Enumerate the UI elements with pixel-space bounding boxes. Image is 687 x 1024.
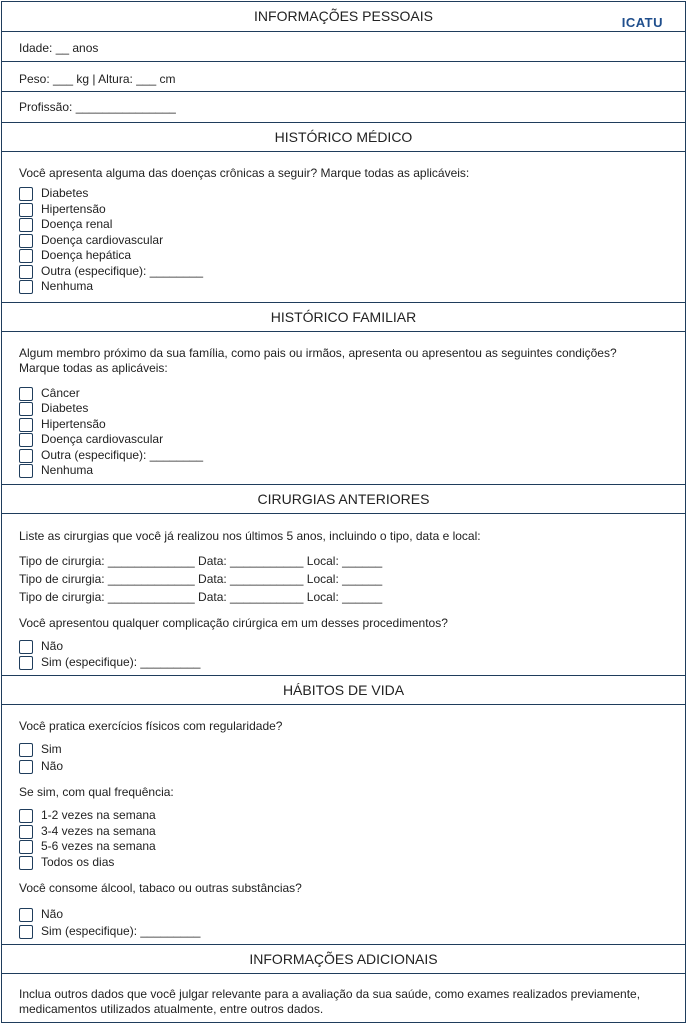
age-field[interactable]: Idade: __ anos bbox=[19, 41, 99, 55]
checkbox[interactable] bbox=[19, 218, 33, 232]
section-title: HÁBITOS DE VIDA bbox=[282, 682, 405, 698]
checkbox[interactable] bbox=[19, 809, 33, 823]
checkbox-option[interactable]: Não bbox=[19, 639, 63, 654]
checkbox[interactable] bbox=[19, 402, 33, 416]
checkbox[interactable] bbox=[19, 908, 33, 922]
checkbox-option[interactable]: Diabetes bbox=[19, 186, 88, 201]
checkbox-option[interactable]: 5-6 vezes na semana bbox=[19, 839, 156, 854]
checkbox[interactable] bbox=[19, 760, 33, 774]
checkbox[interactable] bbox=[19, 187, 33, 201]
checkbox[interactable] bbox=[19, 249, 33, 263]
checkbox[interactable] bbox=[19, 925, 33, 939]
complication-question: Você apresentou qualquer complicação cirúrgica em um desses procedimentos? bbox=[19, 616, 448, 630]
divider bbox=[2, 61, 685, 62]
checkbox-option[interactable]: Hipertensão bbox=[19, 417, 106, 432]
surgeries-instruction: Liste as cirurgias que você já realizou nos últimos 5 anos, incluindo o tipo, data e local: bbox=[19, 529, 481, 543]
section-header-family-history bbox=[2, 302, 685, 332]
checkbox[interactable] bbox=[19, 418, 33, 432]
checkbox-option[interactable]: Doença renal bbox=[19, 217, 112, 232]
checkbox-option[interactable]: 3-4 vezes na semana bbox=[19, 824, 156, 839]
checkbox-option[interactable]: Sim (especifique): _________ bbox=[19, 655, 200, 670]
checkbox[interactable] bbox=[19, 280, 33, 294]
surgery-entry-line[interactable]: Tipo de cirurgia: _____________ Data: ___________ Local: ______ bbox=[19, 572, 383, 586]
checkbox-option[interactable]: Nenhuma bbox=[19, 279, 93, 294]
substances-question: Você consome álcool, tabaco ou outras substâncias? bbox=[19, 881, 302, 895]
checkbox-option[interactable]: Hipertensão bbox=[19, 202, 106, 217]
checkbox-option[interactable]: Não bbox=[19, 907, 63, 922]
checkbox[interactable] bbox=[19, 825, 33, 839]
section-title: INFORMAÇÕES ADICIONAIS bbox=[249, 951, 438, 967]
checkbox[interactable] bbox=[19, 203, 33, 217]
surgery-entry-line[interactable]: Tipo de cirurgia: _____________ Data: ___________ Local: ______ bbox=[19, 590, 383, 604]
checkbox[interactable] bbox=[19, 234, 33, 248]
checkbox-option[interactable]: Sim (especifique): _________ bbox=[19, 924, 200, 939]
checkbox[interactable] bbox=[19, 387, 33, 401]
additional-info-text: Inclua outros dados que você julgar relevante para a avaliação da sua saúde, como exames realizados previamente, medicamentos utilizados atualmente, entre outros dados. bbox=[19, 987, 641, 1016]
checkbox-option[interactable]: Doença hepática bbox=[19, 248, 131, 263]
section-title: CIRURGIAS ANTERIORES bbox=[257, 491, 430, 507]
checkbox-option[interactable]: Outra (especifique): ________ bbox=[19, 448, 203, 463]
weight-height-field[interactable]: Peso: ___ kg | Altura: ___ cm bbox=[19, 72, 176, 86]
health-questionnaire-form bbox=[1, 1, 686, 1023]
section-header-previous-surgeries bbox=[2, 484, 685, 514]
checkbox-option[interactable]: Todos os dias bbox=[19, 855, 114, 870]
checkbox-option[interactable]: Outra (especifique): ________ bbox=[19, 264, 203, 279]
checkbox[interactable] bbox=[19, 464, 33, 478]
checkbox[interactable] bbox=[19, 840, 33, 854]
checkbox-option[interactable]: Doença cardiovascular bbox=[19, 432, 163, 447]
section-header-additional-info bbox=[2, 944, 685, 974]
checkbox-option[interactable]: Nenhuma bbox=[19, 463, 93, 478]
divider bbox=[2, 91, 685, 92]
checkbox-option[interactable]: Doença cardiovascular bbox=[19, 233, 163, 248]
checkbox[interactable] bbox=[19, 449, 33, 463]
checkbox-option[interactable]: Sim bbox=[19, 742, 62, 757]
section-title: INFORMAÇÕES PESSOAIS bbox=[254, 8, 433, 24]
icatu-logo: ICATU bbox=[621, 15, 663, 30]
section-header-medical-history bbox=[2, 122, 685, 152]
section-header-lifestyle bbox=[2, 675, 685, 705]
checkbox-option[interactable]: Câncer bbox=[19, 386, 80, 401]
surgery-entry-line[interactable]: Tipo de cirurgia: _____________ Data: ___________ Local: ______ bbox=[19, 554, 383, 568]
checkbox[interactable] bbox=[19, 656, 33, 670]
checkbox[interactable] bbox=[19, 856, 33, 870]
chronic-disease-question: Você apresenta alguma das doenças crônicas a seguir? Marque todas as aplicáveis: bbox=[19, 166, 470, 180]
section-title: HISTÓRICO FAMILIAR bbox=[270, 309, 417, 325]
checkbox[interactable] bbox=[19, 433, 33, 447]
checkbox-option[interactable]: 1-2 vezes na semana bbox=[19, 808, 156, 823]
checkbox[interactable] bbox=[19, 743, 33, 757]
exercise-question: Você pratica exercícios físicos com regularidade? bbox=[19, 719, 283, 733]
section-title: HISTÓRICO MÉDICO bbox=[274, 129, 413, 145]
profession-field[interactable]: Profissão: _______________ bbox=[19, 100, 176, 114]
checkbox[interactable] bbox=[19, 265, 33, 279]
checkbox-option[interactable]: Diabetes bbox=[19, 401, 88, 416]
family-history-question: Algum membro próximo da sua família, como pais ou irmãos, apresenta ou apresentou as seguintes condições? Marque todas as aplicáveis: bbox=[19, 346, 617, 375]
frequency-question: Se sim, com qual frequência: bbox=[19, 785, 174, 799]
section-header-personal-info bbox=[2, 2, 685, 32]
checkbox[interactable] bbox=[19, 640, 33, 654]
checkbox-option[interactable]: Não bbox=[19, 759, 63, 774]
